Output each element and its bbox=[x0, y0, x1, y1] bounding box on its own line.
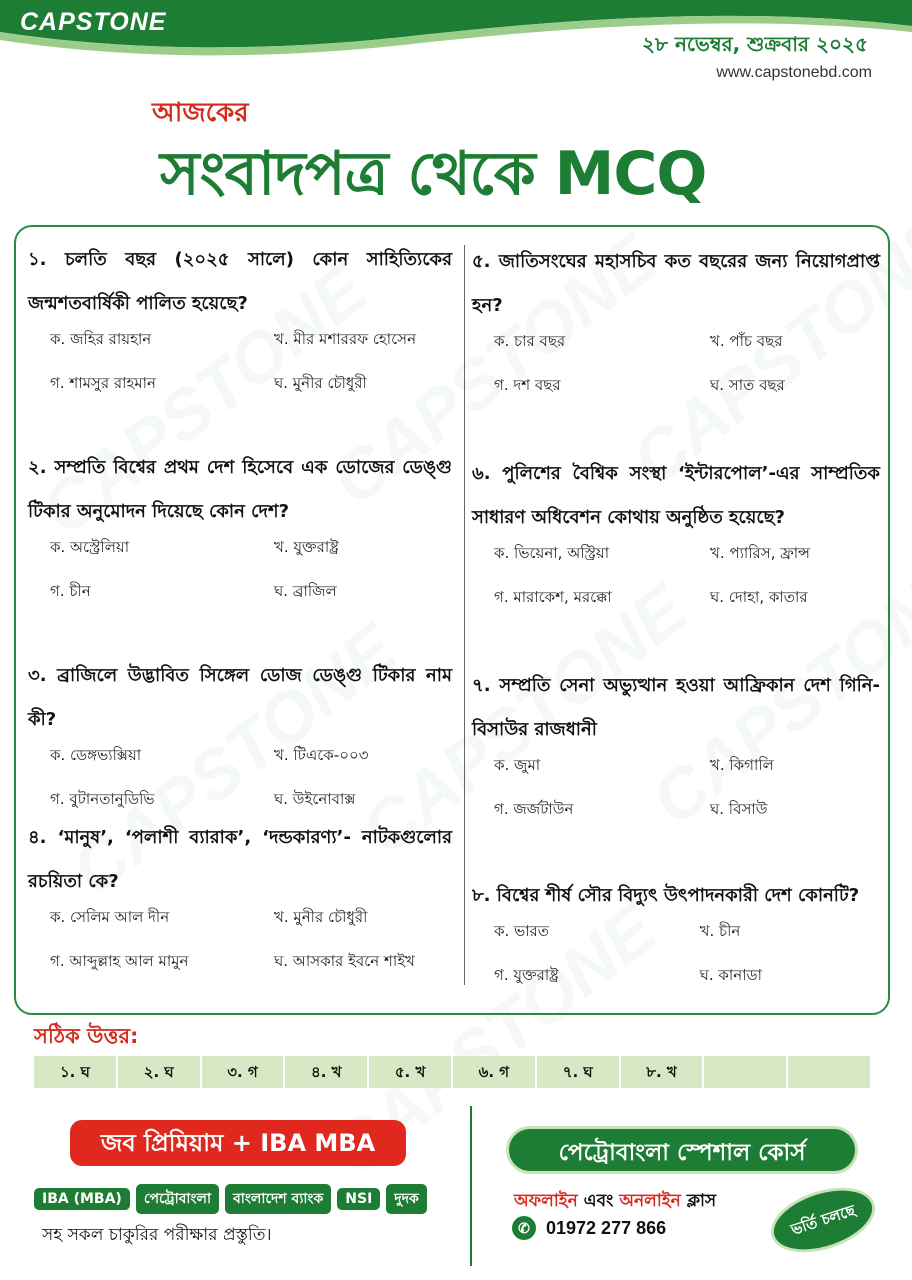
job-premium-banner[interactable]: জব প্রিমিয়াম + IBA MBA bbox=[70, 1120, 406, 1166]
answer-cell bbox=[704, 1056, 788, 1088]
option: ক. ডেঙ্গভ্যক্সিয়া bbox=[50, 746, 142, 764]
brand-logo: CAPSTONE bbox=[20, 8, 167, 36]
answer-cell: ২. ঘ bbox=[118, 1056, 202, 1088]
option: ঘ. বিসাউ bbox=[710, 800, 768, 818]
answer-cell: ৫. খ bbox=[369, 1056, 453, 1088]
option: ঘ. কানাডা bbox=[699, 966, 762, 984]
option: ক. অস্ট্রেলিয়া bbox=[50, 538, 130, 556]
option: খ. মুনীর চৌধুরী bbox=[274, 908, 368, 926]
option: ঘ. ব্রাজিল bbox=[274, 582, 337, 600]
tag-iba-mba: IBA (MBA) bbox=[34, 1188, 130, 1210]
option: গ. মারাকেশ, মরক্কো bbox=[494, 588, 612, 606]
question-item bbox=[472, 452, 880, 611]
option: খ. কিগালি bbox=[710, 756, 774, 774]
option: ক. জুমা bbox=[494, 756, 541, 774]
option: গ. বুটানতানুডিভি bbox=[50, 790, 155, 808]
question-text: ৮. বিশ্বের শীর্ষ সৌর বিদ্যুৎ উৎপাদনকারী দেশ কোনটি? bbox=[472, 885, 860, 906]
answer-cell bbox=[788, 1056, 870, 1088]
option: ক. সেলিম আল দীন bbox=[50, 908, 170, 926]
option: খ. চীন bbox=[699, 922, 741, 940]
option: ক. চার বছর bbox=[494, 332, 566, 350]
option: গ. জর্জটাউন bbox=[494, 800, 574, 818]
option: ঘ. মুনীর চৌধুরী bbox=[274, 374, 367, 392]
option: খ. টিএকে-০০৩ bbox=[274, 746, 369, 764]
page-title: সংবাদপত্র থেকে MCQ bbox=[160, 139, 707, 209]
option: ক. ভিয়েনা, অস্ট্রিয়া bbox=[494, 544, 610, 562]
options-list bbox=[472, 920, 859, 989]
tag-dudok: দুদক bbox=[386, 1184, 427, 1214]
options-list bbox=[28, 744, 452, 813]
question-text: ৭. সম্প্রতি সেনা অভ্যুত্থান হওয়া আফ্রিকান দেশ গিনি-বিসাউর রাজধানী bbox=[472, 675, 880, 740]
option: ঘ. সাত বছর bbox=[710, 376, 785, 394]
options-list bbox=[472, 330, 880, 399]
answer-cell: ৪. খ bbox=[285, 1056, 369, 1088]
question-text: ৩. ব্রাজিলে উদ্ভাবিত সিঙ্গেল ডোজ ডেঙ্গু টিকার নাম কী? bbox=[28, 665, 452, 730]
options-list bbox=[28, 536, 452, 605]
option: খ. পাঁচ বছর bbox=[710, 332, 783, 350]
option: খ. যুক্তরাষ্ট্র bbox=[274, 538, 339, 556]
question-item bbox=[472, 240, 880, 399]
options-list bbox=[28, 906, 452, 975]
answer-cell: ৩. গ bbox=[202, 1056, 286, 1088]
answers-label: সঠিক উত্তর: bbox=[34, 1024, 139, 1048]
question-text: ৫. জাতিসংঘের মহাসচিব কত বছরের জন্য নিয়োগপ্রাপ্ত হন? bbox=[472, 251, 880, 316]
options-list bbox=[472, 754, 880, 823]
tag-bangladesh-bank: বাংলাদেশ ব্যাংক bbox=[225, 1184, 331, 1214]
answer-cell: ৭. ঘ bbox=[537, 1056, 621, 1088]
question-text: ৪. ‘মানুষ’, ‘পলাশী ব্যারাক’, ‘দন্ডকারণ্য’- নাটকগুলোর রচয়িতা কে? bbox=[28, 827, 452, 892]
question-text: ২. সম্প্রতি বিশ্বের প্রথম দেশ হিসেবে এক ডোজের ডেঙ্গু টিকার অনুমোদন দিয়েছে কোন দেশ? bbox=[28, 457, 452, 522]
offline-label: অফলাইন bbox=[514, 1191, 578, 1211]
phone-icon: ✆ bbox=[512, 1216, 536, 1240]
question-item bbox=[472, 874, 859, 989]
answer-cell: ৮. খ bbox=[621, 1056, 705, 1088]
answer-cell: ১. ঘ bbox=[34, 1056, 118, 1088]
tagline: সহ সকল চাকুরির পরীক্ষার প্রস্তুতি। bbox=[42, 1225, 272, 1245]
question-item bbox=[28, 816, 452, 975]
exam-tags bbox=[34, 1184, 454, 1250]
column-divider bbox=[464, 245, 465, 985]
online-label: অনলাইন bbox=[619, 1191, 681, 1211]
question-item bbox=[28, 238, 452, 397]
website-link[interactable]: www.capstonebd.com bbox=[716, 64, 872, 81]
option: গ. চীন bbox=[50, 582, 91, 600]
option: ঘ. উইনোবাক্স bbox=[274, 790, 356, 808]
petrobangla-course-banner[interactable]: পেট্রোবাংলা স্পেশাল কোর্স bbox=[506, 1126, 858, 1174]
question-item bbox=[28, 446, 452, 605]
question-text: ১. চলতি বছর (২০২৫ সালে) কোন সাহিত্যিকের জন্মশতবার্ষিকী পালিত হয়েছে? bbox=[28, 249, 452, 314]
option: ঘ. আসকার ইবনে শাইখ bbox=[274, 952, 415, 970]
question-item bbox=[472, 664, 880, 823]
question-item bbox=[28, 654, 452, 813]
option: ক. জহির রায়হান bbox=[50, 330, 152, 348]
class-label: ক্লাস bbox=[686, 1191, 717, 1211]
question-text: ৬. পুলিশের বৈশ্বিক সংস্থা ‘ইন্টারপোল’-এর সাম্প্রতিক সাধারণ অধিবেশন কোথায় অনুষ্ঠিত হয়েছে? bbox=[472, 463, 880, 528]
title-small: আজকের bbox=[152, 98, 249, 128]
issue-date: ২৮ নভেম্বর, শুক্রবার ২০২৫ bbox=[642, 32, 868, 56]
class-mode-line bbox=[514, 1188, 716, 1216]
options-list bbox=[28, 328, 452, 397]
contact-phone[interactable] bbox=[512, 1216, 666, 1240]
option: গ. যুক্তরাষ্ট্র bbox=[494, 966, 559, 984]
phone-number: 01972 277 866 bbox=[546, 1217, 667, 1238]
answer-cell: ৬. গ bbox=[453, 1056, 537, 1088]
and-label: এবং bbox=[583, 1191, 614, 1211]
answers-table bbox=[34, 1056, 870, 1088]
option: খ. মীর মশাররফ হোসেন bbox=[274, 330, 417, 348]
admission-badge: ভর্তি চলছে bbox=[766, 1180, 879, 1261]
option: খ. প্যারিস, ফ্রান্স bbox=[710, 544, 810, 562]
tag-petrobangla: পেট্রোবাংলা bbox=[136, 1184, 219, 1214]
tag-nsi: NSI bbox=[337, 1188, 380, 1210]
option: ঘ. দোহা, কাতার bbox=[710, 588, 808, 606]
footer-divider bbox=[470, 1106, 472, 1266]
options-list bbox=[472, 542, 880, 611]
option: গ. আব্দুল্লাহ আল মামুন bbox=[50, 952, 189, 970]
option: গ. দশ বছর bbox=[494, 376, 561, 394]
option: ক. ভারত bbox=[494, 922, 550, 940]
option: গ. শামসুর রাহমান bbox=[50, 374, 156, 392]
